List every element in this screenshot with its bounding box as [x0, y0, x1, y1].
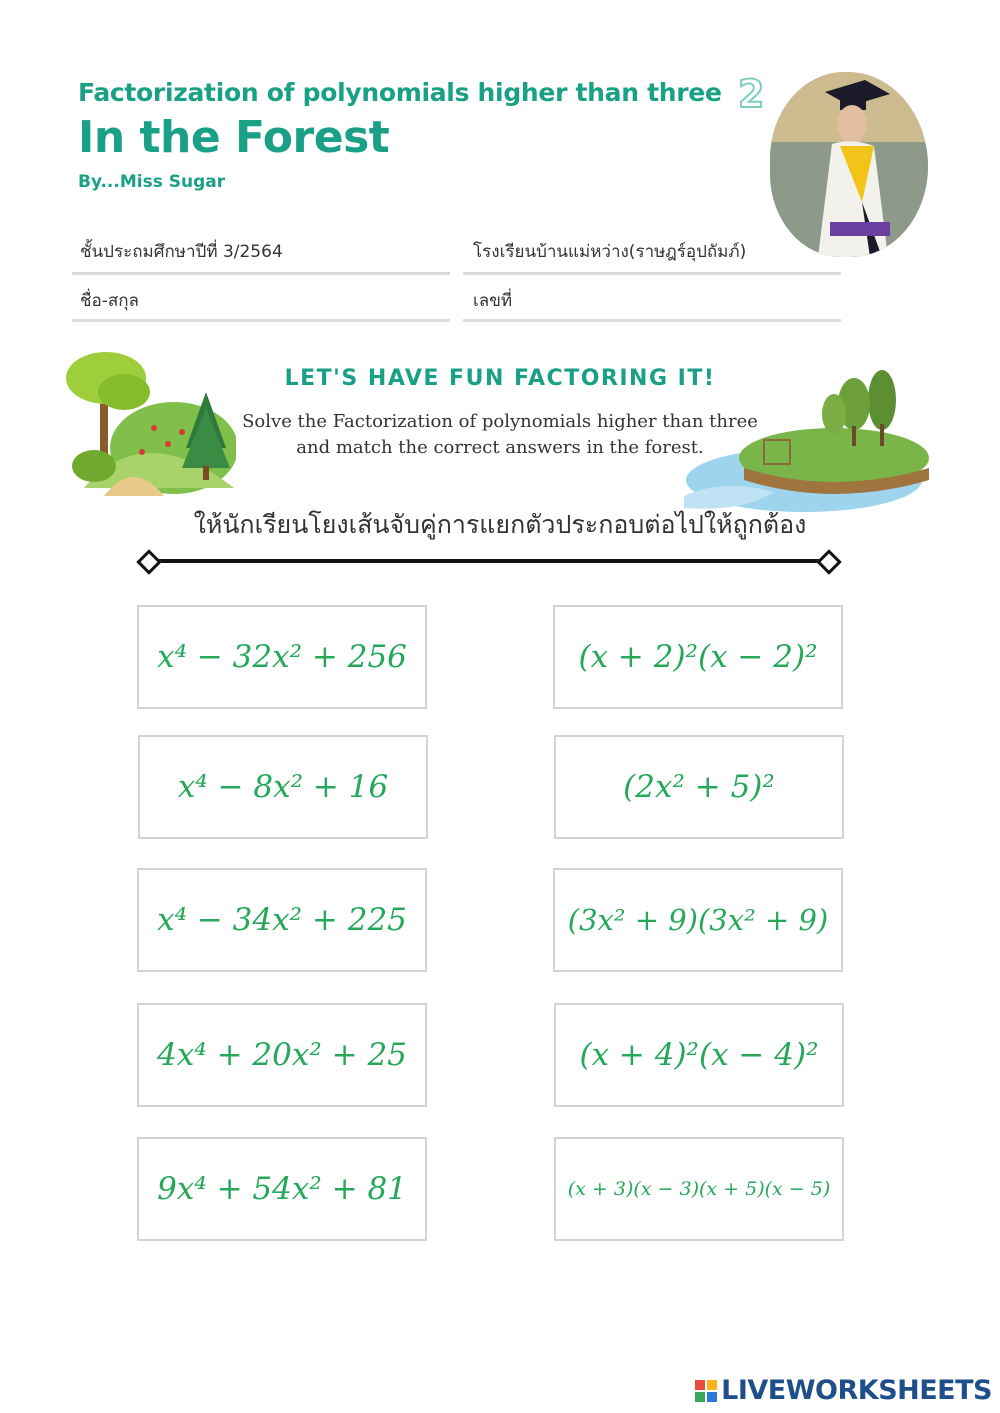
- logo-grid-icon: [695, 1380, 717, 1402]
- divider: [148, 559, 830, 563]
- answer-card-4[interactable]: (x + 4)²(x − 4)²: [554, 1003, 844, 1107]
- worksheet-subtitle: Factorization of polynomials higher than three: [78, 78, 722, 107]
- banner-description-line-1: Solve the Factorization of polynomials higher than three: [242, 411, 758, 432]
- worksheet-number: 2: [738, 72, 765, 116]
- grade-line: [72, 272, 450, 275]
- answer-card-5[interactable]: (x + 3)(x − 3)(x + 5)(x − 5): [554, 1137, 844, 1241]
- number-label: เลขที่: [473, 291, 513, 311]
- banner-title: LET'S HAVE FUN FACTORING IT!: [284, 366, 716, 391]
- school-line: [463, 272, 841, 275]
- logo-text: LIVEWORKSHEETS: [721, 1375, 992, 1406]
- author-label: By...Miss Sugar: [78, 172, 226, 192]
- question-card-3[interactable]: x⁴ − 34x² + 225: [137, 868, 427, 972]
- school-label: โรงเรียนบ้านแม่หว่าง(ราษฎร์อุปถัมภ์): [473, 242, 747, 262]
- divider-right-diamond: [816, 549, 841, 574]
- answer-card-2[interactable]: (2x² + 5)²: [554, 735, 844, 839]
- banner-description-line-2: and match the correct answers in the forest.: [296, 437, 704, 458]
- worksheet-title: In the Forest: [78, 112, 390, 163]
- divider-left-diamond: [136, 549, 161, 574]
- question-card-1[interactable]: x⁴ − 32x² + 256: [137, 605, 427, 709]
- question-card-2[interactable]: x⁴ − 8x² + 16: [138, 735, 428, 839]
- name-line[interactable]: [72, 319, 450, 322]
- teacher-photo: [770, 72, 928, 257]
- liveworksheets-logo: [695, 1375, 992, 1406]
- question-card-5[interactable]: 9x⁴ + 54x² + 81: [137, 1137, 427, 1241]
- name-label: ชื่อ-สกุล: [80, 291, 139, 311]
- answer-card-1[interactable]: (x + 2)²(x − 2)²: [553, 605, 843, 709]
- answer-card-3[interactable]: (3x² + 9)(3x² + 9): [553, 868, 843, 972]
- number-line[interactable]: [463, 319, 841, 322]
- instruction-text: ให้นักเรียนโยงเส้นจับคู่การแยกตัวประกอบต่อไปให้ถูกต้อง: [193, 510, 807, 539]
- grade-label: ชั้นประถมศึกษาปีที่ 3/2564: [80, 242, 283, 262]
- question-card-4[interactable]: 4x⁴ + 20x² + 25: [137, 1003, 427, 1107]
